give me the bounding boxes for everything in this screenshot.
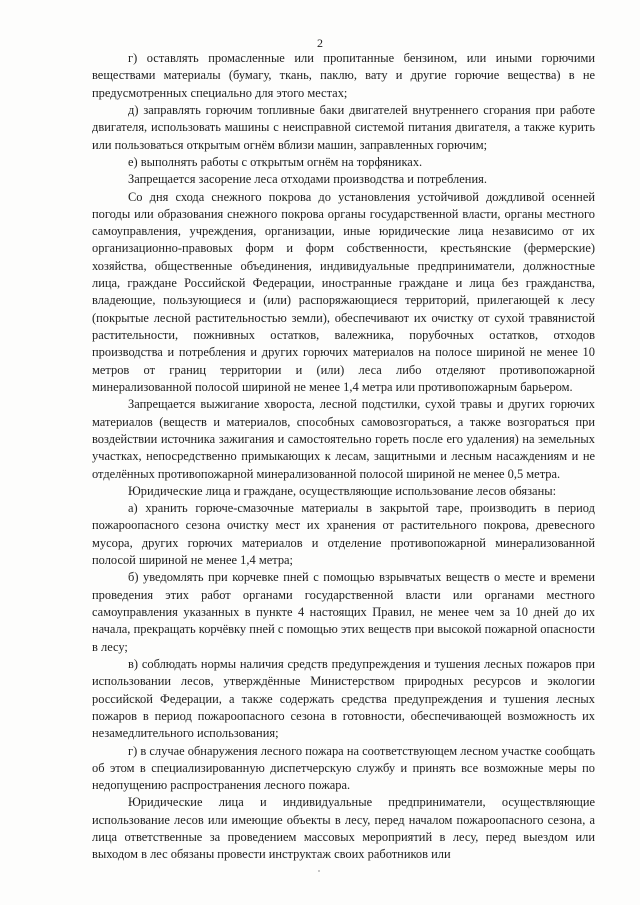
paragraph-item-e-peat-fire: е) выполнять работы с открытым огнём на торфяниках. xyxy=(128,154,423,169)
paragraph-obligation-a: а) хранить горюче-смазочные материалы в закрытой таре, производить в период пожароопасного сезона очистку мест их хранения от растительного покрова, древесного мусора, других горючих материалов и отделение противопожарной минерализованной полосой шириной не менее 1,4 метра; xyxy=(92,501,595,568)
page-number: 2 xyxy=(317,36,323,50)
paragraph-obligation-v: в) соблюдать нормы наличия средств предупреждения и тушения лесных пожаров при использовании лесов, утверждённые Министерством природных ресурсов и экологии российской Федерации, а также содержать средства предупреждения и тушения лесных пожаров в период пожароопасного сезона в готовности, обеспечивающей возможность их незамедлительного использования; xyxy=(92,656,595,741)
scan-speck xyxy=(318,870,320,872)
paragraph-obligations-intro: Юридические лица и граждане, осуществляющие использование лесов обязаны: xyxy=(128,483,557,498)
paragraph-obligation-g: г) в случае обнаружения лесного пожара на соответствующем лесном участке сообщать об этом в специализированную диспетчерскую службу и принять все возможные меры по недопущению распространения лесного пожара. xyxy=(92,743,595,793)
paragraph-seasonal-clearing: Со дня схода снежного покрова до установления устойчивой дождливой осенней погоды или образования снежного покрова органы государственной власти, органы местного самоуправления, учреждения, организации, иные юридические лица независимо от их организационно-правовых форм и форм собственности, крестьянские (фермерские) хозяйства, общественные объединения, индивидуальные предприниматели, должностные лица, граждане Российской Федерации, иностранные граждане и лица без гражданства, владеющие, пользующиеся и (или) распоряжающиеся территорий, прилегающей к лесу (покрытые лесной растительностью земли), обеспечивают их очистку от сухой травянистой растительности, пожнивных остатков, валежника, порубочных остатков, отходов производства и потребления и других горючих материалов на полосе шириной не менее 10 метров от границ территории и (или) леса либо отделяют противопожарной минерализованной полосой шириной не менее 1,4 метра или противопожарным барьером. xyxy=(92,189,595,394)
paragraph-waste-prohibition: Запрещается засорение леса отходами производства и потребления. xyxy=(128,172,487,187)
paragraph-obligation-b: б) уведомлять при корчевке пней с помощью взрывчатых веществ о месте и времени проведения этих работ органами государственной власти или органами местного самоуправления указанных в пункте 4 настоящих Правил, не менее чем за 10 дней до их начала, прекращать корчёвку пней с помощью этих веществ при высокой пожарной опасности в лесу; xyxy=(92,570,595,654)
paragraph-briefing-duty: Юридические лица и индивидуальные предприниматели, осуществляющие использование лесов или имеющие объекты в лесу, перед началом пожароопасного сезона, а лица ответственные за проведением массовых мероприятий в лесу, перед выездом или выходом в лес обязаны провести инструктаж своих работников или xyxy=(92,795,595,862)
document-body xyxy=(92,50,595,864)
paragraph-item-g-oily-materials: г) оставлять промасленные или пропитанные бензином, или иными горючими веществами материалы (бумагу, ткань, паклю, вату и другие горючие вещества) в не предусмотренных специально для этого местах; xyxy=(92,51,595,100)
paragraph-item-d-refueling: д) заправлять горючим топливные баки двигателей внутреннего сгорания при работе двигателя, использовать машины с неисправной системой питания двигателя, а также курить или пользоваться открытым огнём вблизи машин, заправленных горючим; xyxy=(92,102,595,152)
paragraph-burning-prohibition: Запрещается выжигание хвороста, лесной подстилки, сухой травы и других горючих материалов (веществ и материалов, способных самовозгораться, а также возгораться при воздействии источника зажигания и самостоятельно гореть после его удаления) на земельных участках, непосредственно примыкающих к лесам, защитными и лесным насаждениям и не отделённых противопожарной минерализованной полосой шириной не менее 0,5 метра. xyxy=(92,397,595,481)
